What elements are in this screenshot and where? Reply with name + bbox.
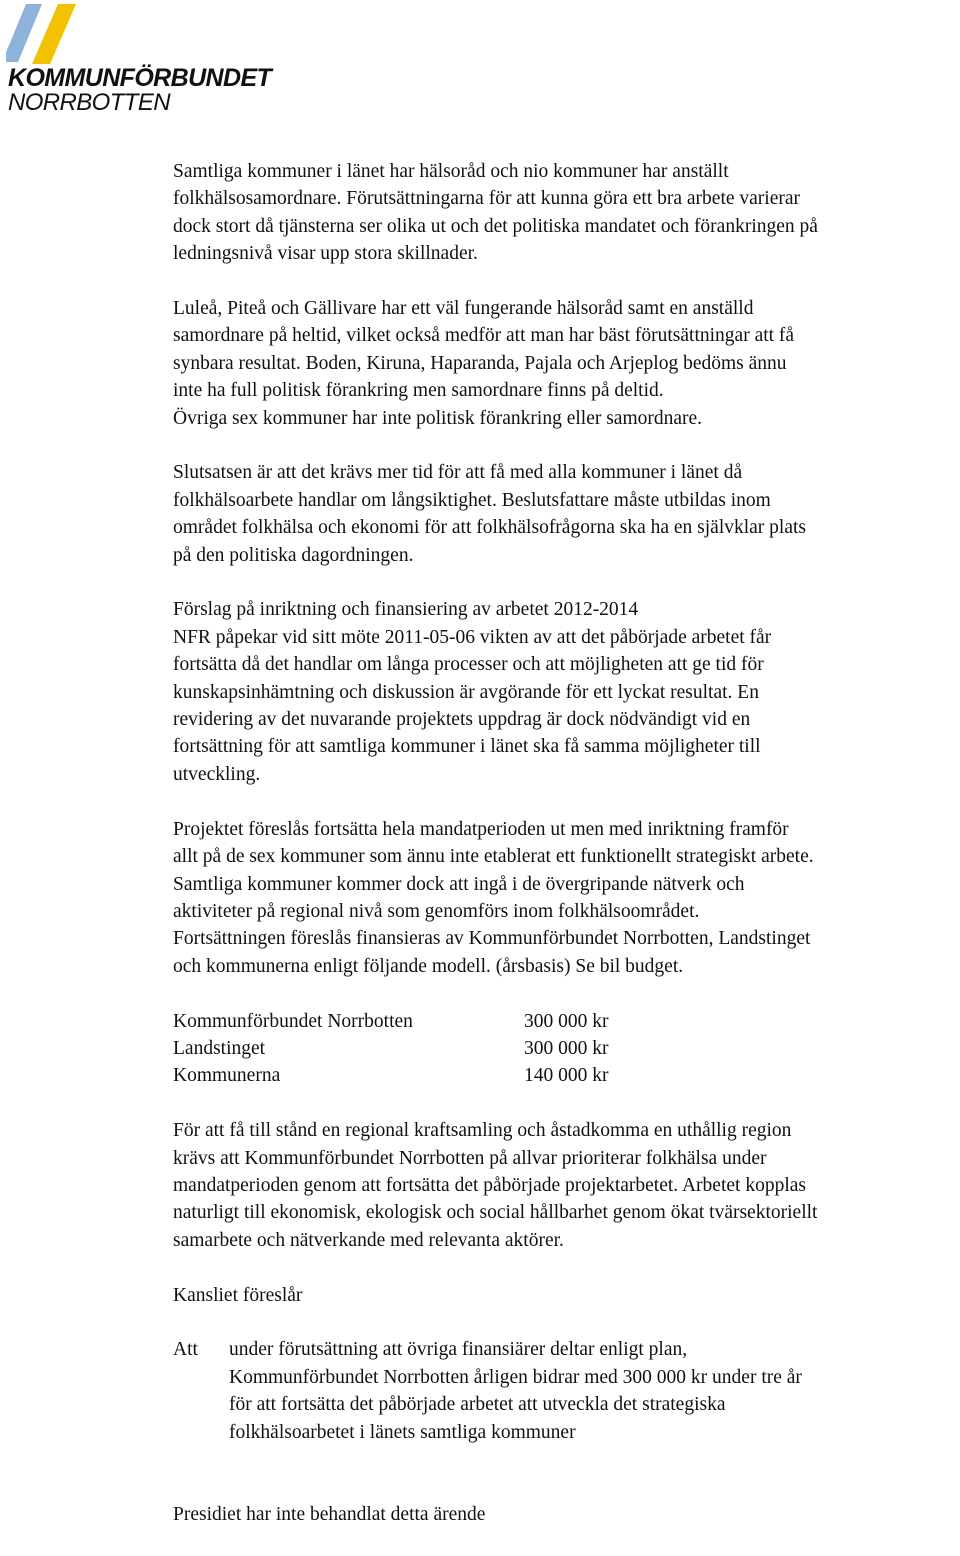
paragraph-health-councils bbox=[173, 158, 960, 268]
text-line: För att få till stånd en regional kraftsamling och åstadkomma en uthållig region bbox=[173, 1120, 792, 1142]
paragraph-conclusion bbox=[173, 459, 960, 569]
text-line: dock stort då tjänsterna ser olika ut och det politiska mandatet och förankringen på bbox=[173, 215, 818, 237]
budget-amount: 300 000 kr bbox=[524, 1010, 609, 1032]
budget-amount: 300 000 kr bbox=[524, 1037, 609, 1059]
text-line: aktiviteter på regional nivå som genomförs inom folkhälsoområdet. bbox=[173, 900, 700, 922]
text-line: naturligt till ekonomisk, ekologisk och social hållbarhet genom ökat tvärsektoriellt bbox=[173, 1202, 818, 1224]
logo-stripe-gold bbox=[32, 4, 76, 64]
proposal-block bbox=[173, 1336, 960, 1446]
proposal-label: Att bbox=[173, 1339, 198, 1361]
text-line: området folkhälsa och ekonomi för att folkhälsofrågorna ska ha en självklar plats bbox=[173, 517, 807, 539]
text-line: fortsättning för att samtliga kommuner i länet ska få samma möjligheter till bbox=[173, 736, 761, 758]
text-line: revidering av det nuvarande projektets uppdrag är dock nödvändigt vid en bbox=[173, 709, 751, 731]
organization-logo bbox=[6, 2, 276, 114]
paragraph-municipality-status bbox=[173, 295, 960, 432]
text-line: under förutsättning att övriga finansiärer deltar enligt plan, bbox=[229, 1339, 688, 1361]
budget-funder: Kommunerna bbox=[173, 1065, 281, 1087]
text-line: och kommunerna enligt följande modell. (årsbasis) Se bil budget. bbox=[173, 955, 684, 977]
budget-funder: Landstinget bbox=[173, 1037, 266, 1059]
text-line: NFR påpekar vid sitt möte 2011-05-06 vikten av att det påbörjade arbetet får bbox=[173, 626, 772, 648]
paragraph-project-continuation bbox=[173, 816, 960, 980]
text-line: kunskapsinhämtning och diskussion är avgörande för ett lyckat resultat. En bbox=[173, 681, 759, 703]
text-line: Presidiet har inte behandlat detta ärende bbox=[173, 1503, 486, 1525]
section-heading: Förslag på inriktning och finansiering av arbetet 2012-2014 bbox=[173, 599, 639, 621]
text-line: Slutsatsen är att det krävs mer tid för att få med alla kommuner i länet då bbox=[173, 462, 743, 484]
text-line: Kansliet föreslår bbox=[173, 1284, 303, 1306]
text-line: folkhälsoarbete handlar om långsiktighet. Beslutsfattare måste utbildas inom bbox=[173, 489, 771, 511]
paragraph-presidium-note bbox=[173, 1501, 960, 1528]
text-line: Fortsättningen föreslås finansieras av Kommunförbundet Norrbotten, Landstinget bbox=[173, 928, 811, 950]
text-line: samordnare på heltid, vilket också medför att man har bäst förutsättningar att få bbox=[173, 325, 795, 347]
budget-table bbox=[173, 1008, 960, 1090]
logo-stripes-icon bbox=[6, 2, 276, 72]
logo-stripe-blue bbox=[6, 4, 42, 62]
proposal-text bbox=[229, 1336, 960, 1446]
budget-funder: Kommunförbundet Norrbotten bbox=[173, 1010, 413, 1032]
text-line: Luleå, Piteå och Gällivare har ett väl fungerande hälsoråd samt en anställd bbox=[173, 298, 754, 320]
document-body bbox=[173, 158, 960, 1556]
text-line: fortsätta då det handlar om långa processer och att möjligheten att ge tid för bbox=[173, 654, 764, 676]
text-line: Övriga sex kommuner har inte politisk förankring eller samordnare. bbox=[173, 407, 703, 429]
text-line: folkhälsoarbetet i länets samtliga kommuner bbox=[229, 1421, 576, 1443]
text-line: ledningsnivå visar upp stora skillnader. bbox=[173, 243, 478, 265]
text-line: utveckling. bbox=[173, 763, 261, 785]
text-line: synbara resultat. Boden, Kiruna, Haparanda, Pajala och Arjeplog bedöms ännu bbox=[173, 352, 787, 374]
text-line: krävs att Kommunförbundet Norrbotten på allvar prioriterar folkhälsa under bbox=[173, 1147, 767, 1169]
text-line: inte ha full politisk förankring men samordnare finns på deltid. bbox=[173, 380, 664, 402]
budget-row bbox=[173, 1035, 960, 1062]
text-line: Projektet föreslås fortsätta hela mandatperioden ut men med inriktning framför bbox=[173, 818, 789, 840]
text-line: mandatperioden genom att fortsätta det påbörjade projektarbetet. Arbetet kopplas bbox=[173, 1174, 806, 1196]
logo-wordmark-line1: KOMMUNFÖRBUNDET bbox=[8, 64, 272, 92]
text-line: på den politiska dagordningen. bbox=[173, 544, 414, 566]
budget-row bbox=[173, 1062, 960, 1089]
text-line: för att fortsätta det påbörjade arbetet att utveckla det strategiska bbox=[229, 1394, 726, 1416]
logo-wordmark-line2: NORRBOTTEN bbox=[8, 89, 171, 116]
paragraph-proposal-direction bbox=[173, 596, 960, 788]
paragraph-regional-effort bbox=[173, 1117, 960, 1254]
text-line: Samtliga kommuner kommer dock att ingå i de övergripande nätverk och bbox=[173, 873, 745, 895]
budget-amount: 140 000 kr bbox=[524, 1065, 609, 1087]
text-line: folkhälsosamordnare. Förutsättningarna för att kunna göra ett bra arbete varierar bbox=[173, 188, 800, 210]
text-line: samarbete och nätverkande med relevanta aktörer. bbox=[173, 1229, 564, 1251]
text-line: allt på de sex kommuner som ännu inte etablerat ett funktionellt strategiskt arbete. bbox=[173, 846, 814, 868]
paragraph-secretariat-proposes bbox=[173, 1282, 960, 1309]
text-line: Kommunförbundet Norrbotten årligen bidrar med 300 000 kr under tre år bbox=[229, 1366, 802, 1388]
budget-row bbox=[173, 1008, 960, 1035]
text-line: Samtliga kommuner i länet har hälsoråd och nio kommuner har anställt bbox=[173, 161, 729, 182]
